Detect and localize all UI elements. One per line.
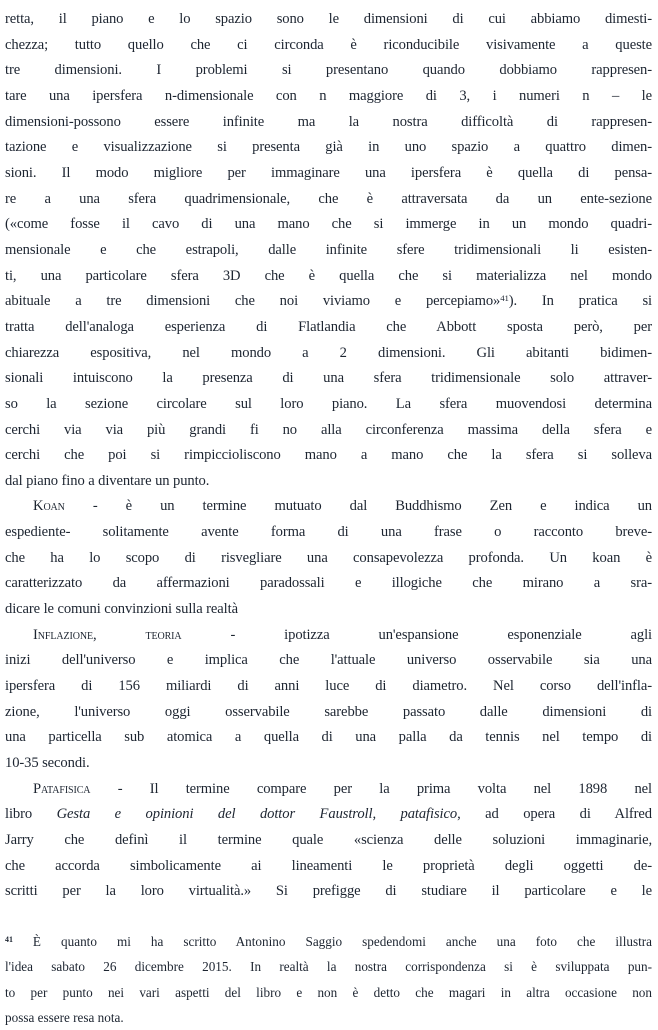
small-caps-headword: Koan	[33, 498, 65, 515]
text-line: che accorda simbolicamente ai lineamenti le proprietà degli oggetti de-	[5, 857, 652, 874]
text-line: tare una ipersfera n-dimensionale con n maggiore di 3, i numeri n – le	[5, 87, 652, 104]
text-line: tratta dell'analoga esperienza di Flatlandia che Abbott sposta però, per	[5, 318, 652, 335]
footnote	[5, 929, 652, 1030]
text-line: che ha lo scopo di risvegliare una consapevolezza profonda. Un koan è	[5, 549, 652, 566]
text-line: so la sezione circolare sul loro piano. La sfera muovendosi determina	[5, 395, 652, 412]
small-caps-headword: Inflazione, teoria	[33, 626, 182, 643]
text-line: ipersfera di 156 miliardi di anni luce di diametro. Nel corso dell'infla-	[5, 678, 652, 695]
footnote-line: l'idea sabato 26 dicembre 2015. In realtà la nostra corrispondenza si è sviluppata pun-	[5, 959, 652, 975]
text-line: sioni. Il modo migliore per immaginare una ipersfera è quella di pensa-	[5, 164, 652, 181]
text-line: una particella sub atomica a quella di una palla da tennis nel tempo di	[5, 729, 652, 746]
para-dimensioni-continuation	[5, 7, 652, 494]
text-line: libro Gesta e opinioni del dottor Faustroll, patafisico, ad opera di Alfred	[5, 806, 652, 823]
text-line: cerchi che poi si rimpiccioliscono mano a mano che la sfera si solleva	[5, 447, 652, 464]
text-line: («come fosse il cavo di una mano che si immerge in un mondo quadri-	[5, 216, 652, 233]
footnote-line: possa essere resa nota.	[5, 1009, 124, 1025]
text-line: dicare le comuni convinzioni sulla realtà	[5, 601, 238, 618]
para-inflazione-teoria	[5, 623, 652, 777]
text-line: tre dimensioni. I problemi si presentano quando dobbiamo rappresen-	[5, 62, 652, 79]
text-line: scritti per la loro virtualità.» Si prefigge di studiare il particolare e le	[5, 883, 652, 900]
text-line: chiarezza espositiva, nel mondo a 2 dimensioni. Gli abitanti bidimen-	[5, 344, 652, 361]
small-caps-headword: Patafisica	[33, 780, 91, 797]
text-line: re a una sfera quadrimensionale, che è attraversata da un ente-sezione	[5, 190, 652, 207]
superscript-footnote-ref: 41	[500, 293, 509, 304]
text-line: inizi dell'universo e implica che l'attuale universo osservabile sia una	[5, 652, 652, 669]
text-line: Inflazione, teoria - ipotizza un'espansione esponenziale agli	[33, 626, 652, 643]
text-line: sionali intuiscono la presenza di una sfera tridimensionale solo attraver-	[5, 370, 652, 387]
text-line: mensionale e che estrapoli, dalle infinite sfere tridimensionali li esisten-	[5, 241, 652, 258]
text-line: zione, l'universo oggi osservabile sarebbe passato dalle dimensioni di	[5, 703, 652, 720]
text-line: caratterizzato da affermazioni paradossali e illogiche che mirano a sra-	[5, 575, 652, 592]
text-line: dimensioni-possono essere infinite ma la nostra difficoltà di rappresen-	[5, 113, 652, 130]
footnote-line: $^{41}$ È quanto mi ha scritto Antonino Saggio spedendomi anche una foto che illustra	[5, 934, 652, 949]
text-line: dal piano fino a diventare un punto.	[5, 472, 210, 489]
text-line: Koan - è un termine mutuato dal Buddhismo Zen e indica un	[33, 498, 652, 515]
text-line: cerchi via via più grandi fi no alla circonferenza massima della sfera e	[5, 421, 652, 438]
text-line: abituale a tre dimensioni che noi viviamo e percepiamo»$^{41}$). In pratica si	[5, 293, 652, 310]
text-line: espediente- solitamente avente forma di una frase o racconto breve-	[5, 524, 652, 541]
para-patafisica	[5, 777, 652, 905]
footnote-line: to per punto nei vari aspetti del libro e non è detto che magari in altra occasione non	[5, 984, 652, 1000]
text-line: tazione e visualizzazione si presenta già in uno spazio a quattro dimen-	[5, 139, 652, 156]
text-line: 10-35 secondi.	[5, 755, 90, 772]
para-koan	[5, 494, 652, 622]
italic-book-title: Gesta e opinioni del dottor Faustroll, patafisico	[56, 806, 458, 823]
main-text	[5, 7, 652, 905]
text-line: Patafisica - Il termine compare per la prima volta nel 1898 nel	[33, 780, 652, 797]
text-line: ti, una particolare sfera 3D che è quella che si materializza nel mondo	[5, 267, 652, 284]
text-line: Jarry che definì il termine quale «scienza delle soluzioni immaginarie,	[5, 832, 652, 848]
text-line: chezza; tutto quello che ci circonda è riconducibile visivamente a queste	[5, 36, 652, 53]
text-line: retta, il piano e lo spazio sono le dimensioni di cui abbiamo dimesti-	[5, 11, 652, 27]
superscript-footnote-ref: 41	[5, 935, 13, 945]
